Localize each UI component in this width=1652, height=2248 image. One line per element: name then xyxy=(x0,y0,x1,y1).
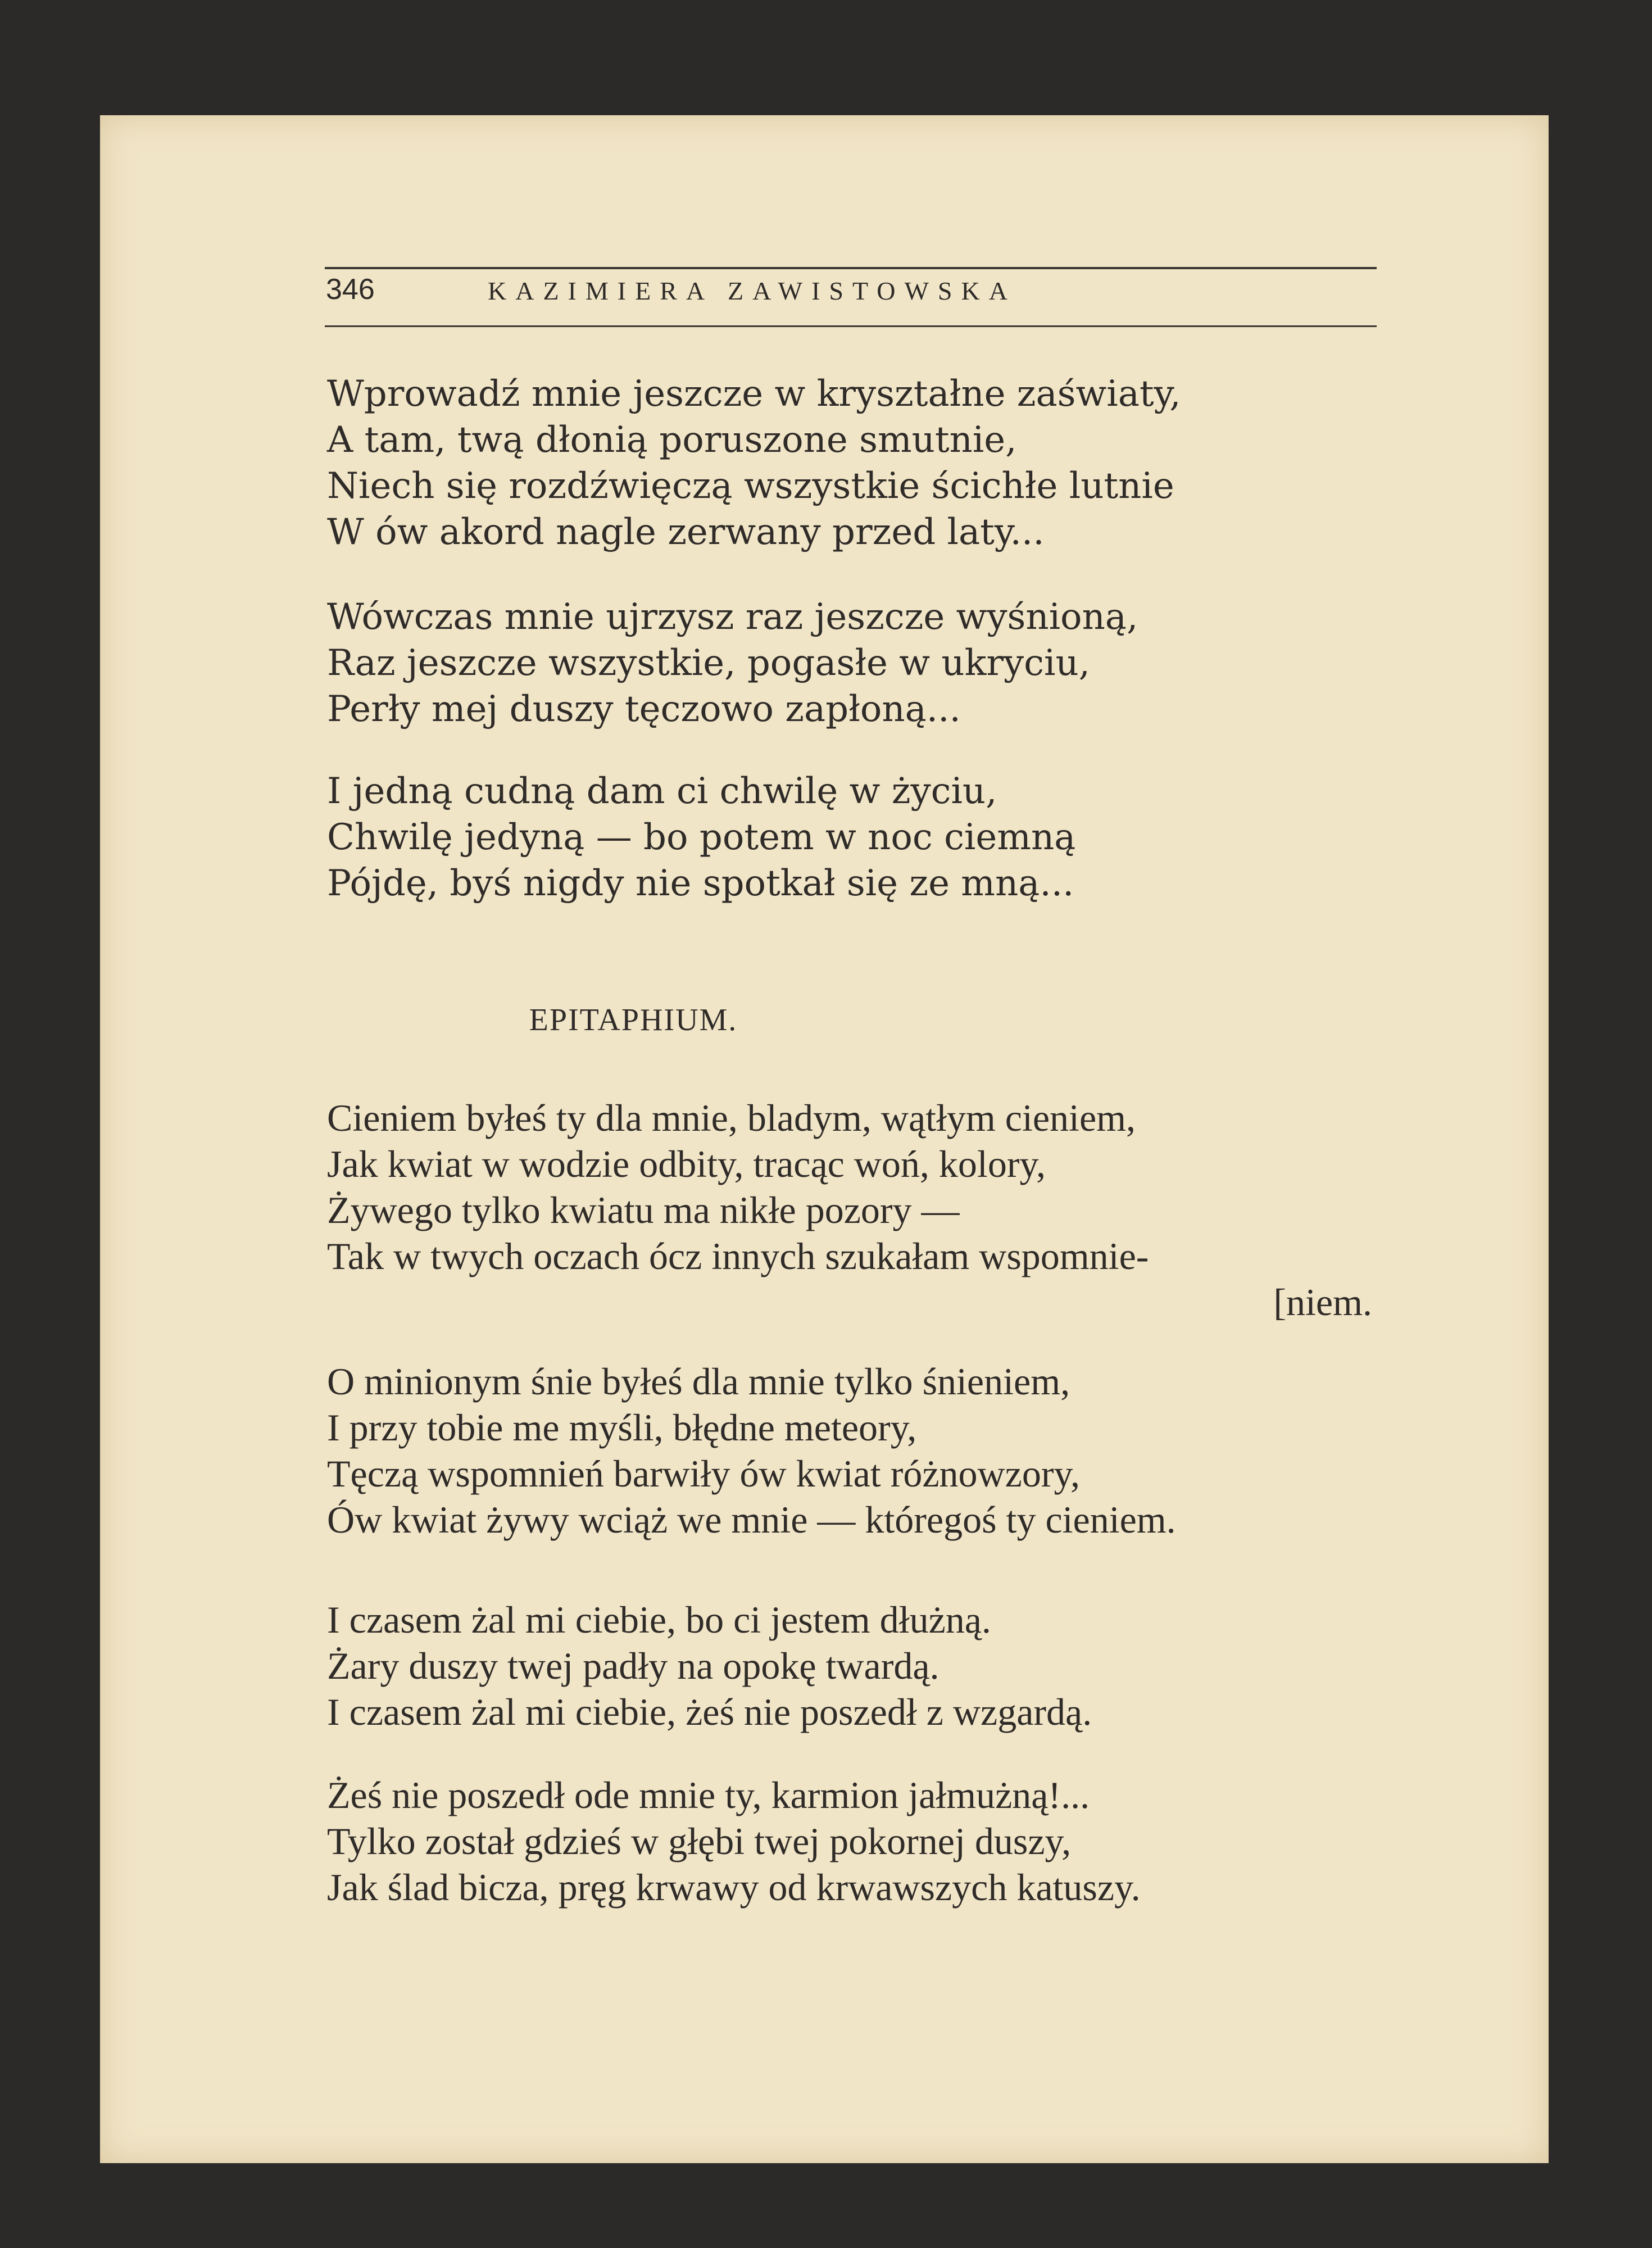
verse-line: Tęczą wspomnień barwiły ów kwiat różnowzory, xyxy=(327,1452,1081,1495)
running-header xyxy=(325,267,1377,327)
poem-stanza-3 xyxy=(327,768,1383,907)
verse-line: Tylko został gdzieś w głębi twej pokornej duszy, xyxy=(327,1820,1072,1862)
verse-line: Cieniem byłeś ty dla mnie, bladym, wątłym cieniem, xyxy=(327,1096,1136,1139)
epitaph-stanza-4 xyxy=(327,1772,1383,1910)
page-number: 346 xyxy=(326,273,375,306)
poem-stanza-2 xyxy=(327,594,1383,732)
verse-line: Chwilę jedyną — bo potem w noc ciemną xyxy=(327,817,1076,858)
verse-line: O minionym śnie byłeś dla mnie tylko śnieniem, xyxy=(327,1360,1070,1403)
verse-line-continuation: [niem. xyxy=(1273,1281,1372,1324)
verse-line: Wprowadź mnie jeszcze w kryształne zaświaty, xyxy=(327,373,1181,415)
verse-line: A tam, twą dłonią poruszone smutnie, xyxy=(327,419,1017,461)
verse-line: Pójdę, byś nigdy nie spotkał się ze mną... xyxy=(327,863,1074,904)
epitaph-stanza-3 xyxy=(327,1597,1383,1735)
verse-line: I czasem żal mi ciebie, żeś nie poszedł z wzgardą. xyxy=(327,1690,1092,1733)
book-page xyxy=(100,115,1549,2163)
verse-line: Żywego tylko kwiatu ma nikłe pozory — xyxy=(327,1189,960,1231)
epitaph-title: EPITAPHIUM. xyxy=(529,1003,738,1037)
verse-line: Raz jeszcze wszystkie, pogasłe w ukryciu, xyxy=(327,642,1090,684)
verse-line: Wówczas mnie ujrzysz raz jeszcze wyśnioną, xyxy=(327,596,1138,638)
epitaph-stanza-1 xyxy=(327,1095,1383,1325)
verse-line: Perły mej duszy tęczowo zapłoną... xyxy=(327,688,961,730)
running-title: KAZIMIERA ZAWISTOWSKA xyxy=(488,277,1016,305)
verse-line: Żeś nie poszedł ode mnie ty, karmion jałmużną!... xyxy=(327,1774,1090,1816)
poem-stanza-1 xyxy=(327,371,1383,555)
verse-line: I jedną cudną dam ci chwilę w życiu, xyxy=(327,771,997,812)
verse-line: Niech się rozdźwięczą wszystkie ścichłe lutnie xyxy=(327,465,1174,507)
verse-line: Jak kwiat w wodzie odbity, tracąc woń, kolory, xyxy=(327,1143,1046,1185)
verse-line: Jak ślad bicza, pręg krwawy od krwawszych katuszy. xyxy=(327,1866,1141,1909)
verse-line: Żary duszy twej padły na opokę twardą. xyxy=(327,1644,940,1687)
verse-line: Tak w twych oczach ócz innych szukałam wspomnie- xyxy=(327,1235,1149,1277)
verse-line: Ów kwiat żywy wciąż we mnie — któregoś ty cieniem. xyxy=(327,1498,1176,1541)
verse-line: W ów akord nagle zerwany przed laty... xyxy=(327,511,1045,553)
verse-line: I czasem żal mi ciebie, bo ci jestem dłużną. xyxy=(327,1598,991,1641)
epitaph-stanza-2 xyxy=(327,1358,1383,1543)
verse-line: I przy tobie me myśli, błędne meteory, xyxy=(327,1406,917,1449)
